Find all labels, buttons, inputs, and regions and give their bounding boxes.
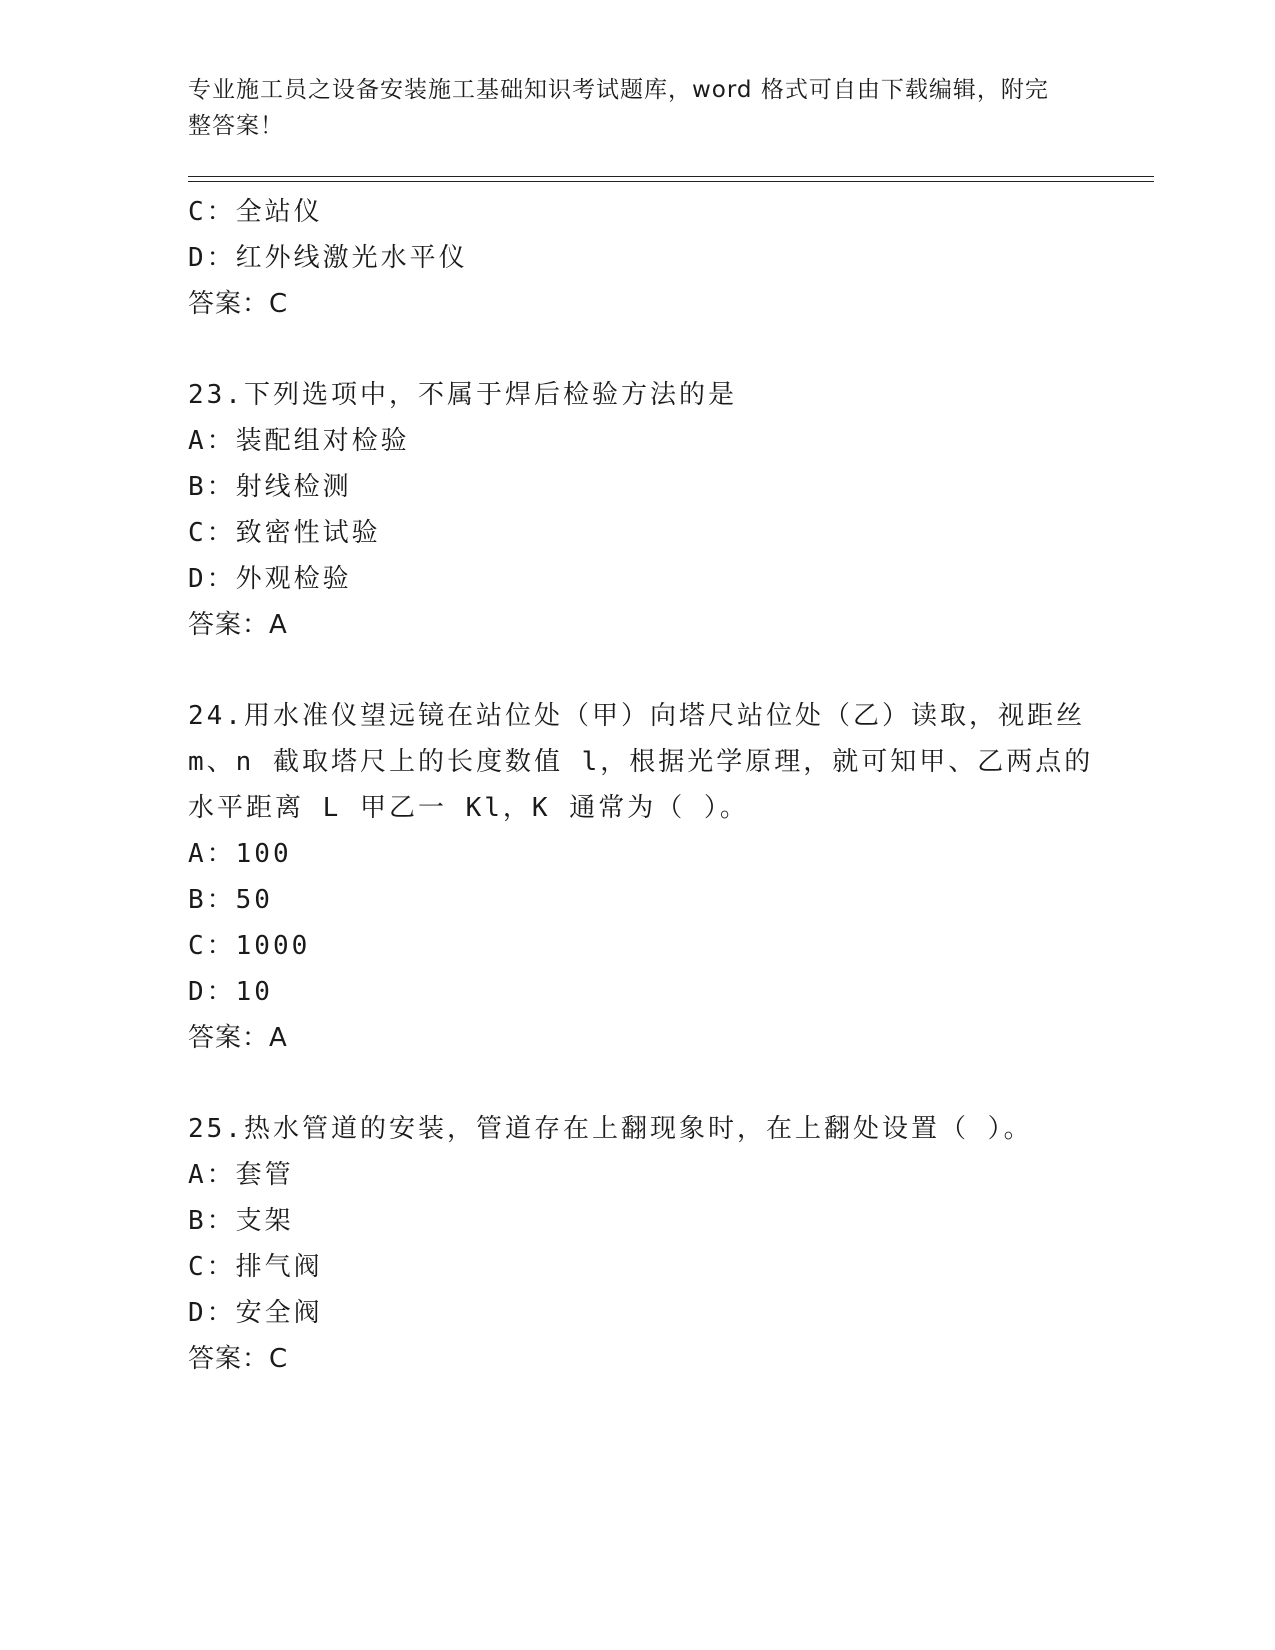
header-rule-bottom: [188, 181, 1154, 182]
option-b: B：支架: [188, 1206, 294, 1236]
answer-line: 答案：A: [188, 610, 288, 640]
option-d: D：安全阀: [188, 1298, 323, 1328]
question-25: [188, 1106, 1088, 1382]
question-text-line-2: m、n 截取塔尺上的长度数值 l，根据光学原理，就可知甲、乙两点的: [188, 747, 1094, 777]
header-rule-top: [188, 176, 1154, 177]
option-c: C：1000: [188, 931, 311, 961]
option-b: B：50: [188, 885, 273, 915]
question-text-line-3: 水平距离 L 甲乙一 Kl，K 通常为（ ）。: [188, 793, 749, 823]
answer-line: 答案：C: [188, 1344, 289, 1374]
question-24: [188, 693, 1094, 1061]
option-d: D：外观检验: [188, 564, 352, 594]
question-text: 25.热水管道的安装，管道存在上翻现象时，在上翻处设置（ ）。: [188, 1114, 1033, 1144]
question-23: [188, 372, 1088, 648]
option-d: D：红外线激光水平仪: [188, 243, 468, 273]
document-header: [188, 72, 1078, 144]
option-a: A：100: [188, 839, 292, 869]
question-22-continued: [188, 189, 1088, 327]
option-d: D：10: [188, 977, 273, 1007]
option-c: C：全站仪: [188, 197, 323, 227]
question-text-line-1: 24.用水准仪望远镜在站位处（甲）向塔尺站位处（乙）读取，视距丝: [188, 701, 1085, 731]
option-a: A：套管: [188, 1160, 294, 1190]
header-line-2: 整答案！: [188, 113, 284, 139]
option-a: A：装配组对检验: [188, 426, 410, 456]
option-c: C：致密性试验: [188, 518, 381, 548]
question-list: [188, 189, 1094, 1382]
answer-line: 答案：A: [188, 1023, 288, 1053]
header-line-1: 专业施工员之设备安装施工基础知识考试题库，word 格式可自由下载编辑，附完: [188, 77, 1049, 103]
answer-line: 答案：C: [188, 289, 289, 319]
question-text: 23.下列选项中，不属于焊后检验方法的是: [188, 380, 737, 410]
option-c: C：排气阀: [188, 1252, 323, 1282]
option-b: B：射线检测: [188, 472, 352, 502]
